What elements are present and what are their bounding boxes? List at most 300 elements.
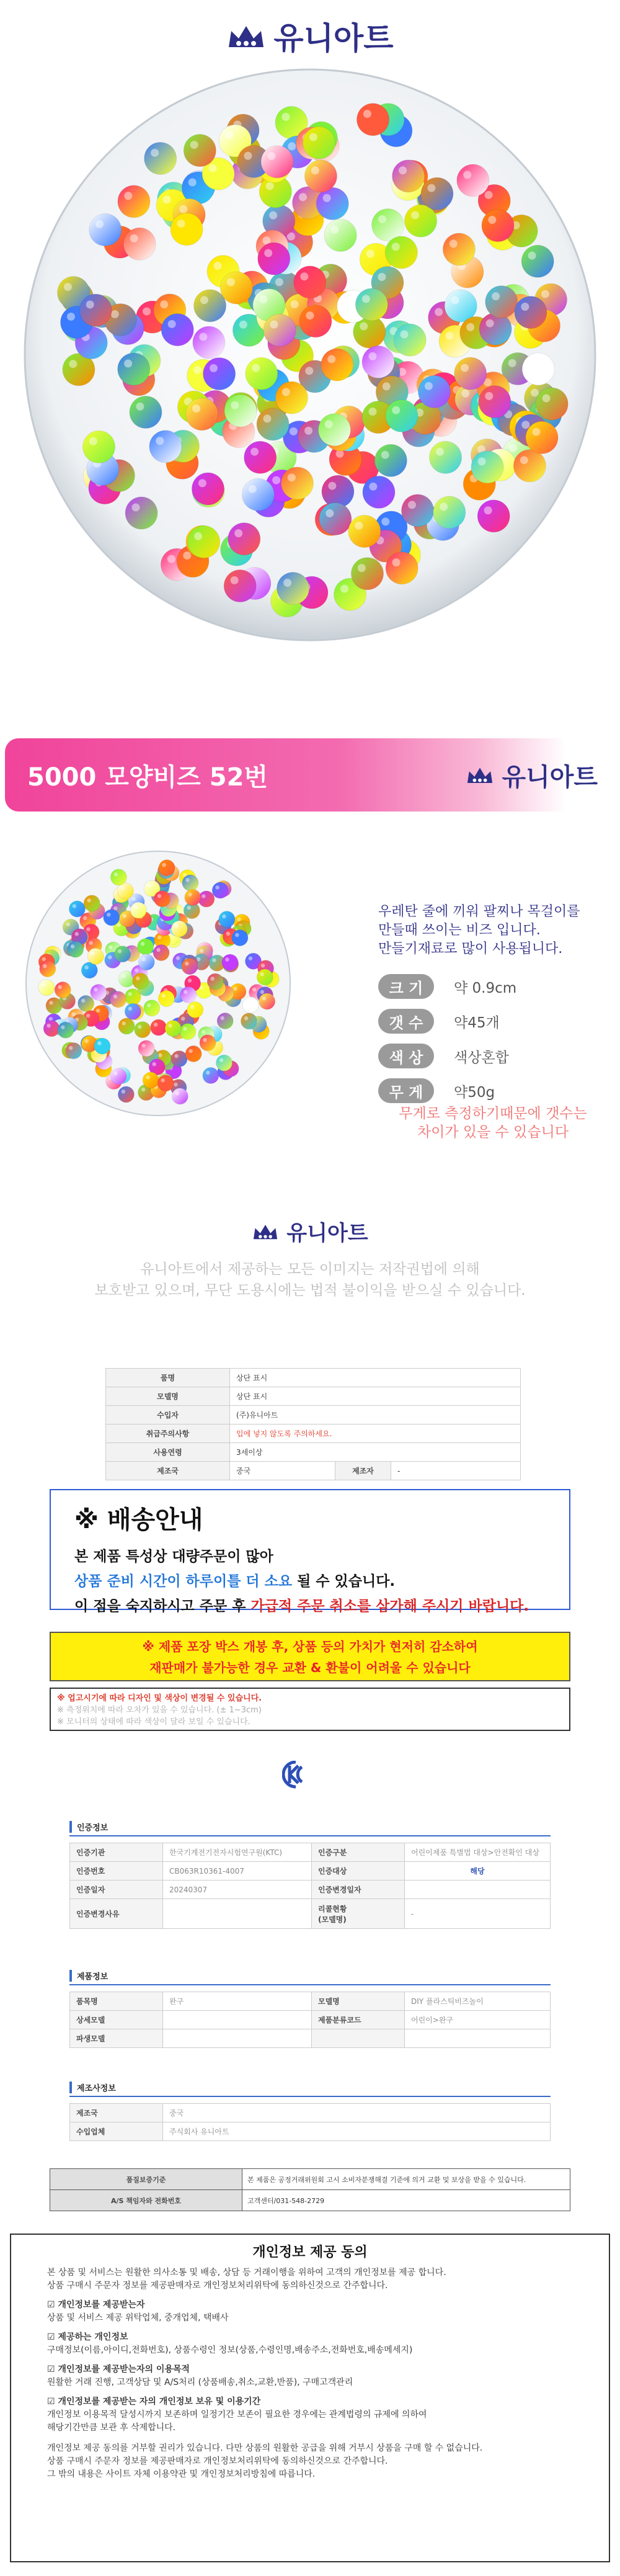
bead-highlight: [209, 164, 217, 172]
bead: [194, 290, 226, 322]
bead: [138, 1040, 154, 1057]
copyright-logo: [0, 1216, 620, 1246]
bead-highlight: [528, 251, 536, 259]
bead-highlight: [509, 444, 517, 452]
bead-highlight: [531, 388, 539, 396]
row-label: 수입업체: [70, 2122, 163, 2141]
privacy-heading: ☑ 개인정보를 제공받는자의 이용목적: [47, 2364, 190, 2374]
bead-highlight: [282, 388, 290, 396]
bead: [304, 160, 337, 192]
bead-highlight: [363, 110, 371, 118]
bead: [482, 209, 514, 241]
bead-highlight: [133, 905, 138, 910]
bead-highlight: [508, 359, 516, 367]
bead-highlight: [75, 932, 79, 936]
warranty-table: [50, 2168, 570, 2211]
crown-icon: [252, 1222, 279, 1241]
bead-highlight: [122, 1021, 126, 1026]
spec-value: 약50g: [454, 1084, 495, 1101]
bead: [264, 314, 296, 346]
bead-highlight: [113, 995, 118, 999]
brand-name: 유니아트: [502, 763, 598, 792]
bead-highlight: [425, 382, 433, 390]
bead: [228, 523, 260, 555]
privacy-heading: ☑ 제공하는 개인정보: [47, 2332, 128, 2342]
brand-logo: [0, 14, 620, 58]
row-label: 제조자: [335, 1462, 391, 1480]
row-label: 제품분류코드: [312, 2011, 405, 2029]
bead: [232, 930, 248, 946]
row-value: CB063R10361-4007: [163, 1862, 312, 1881]
bead-highlight: [244, 1016, 249, 1021]
row-value: 본 제품은 공정거래위원회 고시 소비자분쟁해결 기준에 의거 교환 및 보상을 받을 수 있습니다.: [242, 2169, 570, 2190]
row-label: 품명: [106, 1369, 230, 1387]
bead: [144, 1000, 160, 1016]
warning-line: 재판매가 불가능한 경우 교환 & 환불이 어려울 수 있습니다: [149, 1660, 471, 1675]
bead: [165, 1021, 181, 1037]
bead-highlight: [84, 965, 89, 970]
row-label: 제조국: [106, 1462, 230, 1480]
bead: [115, 946, 131, 962]
bead: [84, 895, 100, 911]
brand-name: 유니아트: [286, 1221, 368, 1246]
bead: [536, 388, 568, 420]
bead-highlight: [202, 894, 206, 898]
bead-highlight: [463, 171, 471, 179]
divider: [69, 1984, 551, 1985]
bead: [220, 272, 252, 304]
table-row: [70, 2122, 551, 2141]
bead: [241, 1013, 257, 1029]
bead-highlight: [177, 220, 185, 228]
bead: [171, 921, 187, 937]
bead-highlight: [123, 914, 127, 918]
beads-bowl-image: [24, 68, 596, 642]
bead: [275, 382, 308, 414]
bead-highlight: [67, 313, 75, 321]
table-row: [106, 1443, 521, 1462]
bead: [242, 478, 274, 511]
bead-highlight: [451, 296, 459, 304]
hero-section: [0, 0, 620, 707]
bead: [79, 294, 112, 326]
table-row: [70, 2029, 551, 2048]
bead-highlight: [181, 1017, 185, 1021]
bead-highlight: [461, 364, 469, 372]
spec-value: 색상혼합: [454, 1049, 509, 1066]
table-row: [106, 1387, 521, 1406]
row-value: 상단 표시: [230, 1369, 521, 1387]
bead: [217, 1013, 233, 1029]
bead-highlight: [239, 321, 247, 329]
bead-highlight: [275, 278, 283, 286]
bead-highlight: [263, 414, 271, 423]
row-value: 입에 넣지 않도록 주의하세요.: [230, 1424, 521, 1443]
bead-highlight: [259, 295, 267, 303]
bead-highlight: [311, 166, 319, 174]
bead: [257, 408, 289, 441]
bead-highlight: [261, 964, 265, 968]
bead-highlight: [326, 509, 334, 517]
bead: [192, 473, 224, 505]
bead-highlight: [215, 885, 219, 890]
row-label: 인증변경일자: [312, 1881, 405, 1899]
bead-highlight: [167, 555, 175, 563]
copyright-line: 유니아트에서 제공하는 모든 이미지는 저작권법에 의해: [140, 1261, 480, 1277]
bead: [351, 558, 383, 590]
bead-highlight: [136, 403, 144, 411]
shipping-highlight: 가급적 주문 취소를 삼가해 주시기 바랍니다.: [250, 1598, 529, 1614]
bead-highlight: [305, 367, 313, 375]
bead-highlight: [306, 311, 314, 320]
bead-highlight: [162, 863, 166, 867]
bead-highlight: [392, 406, 400, 414]
product-detail: [0, 844, 620, 1166]
bead-highlight: [168, 1024, 172, 1028]
bead: [188, 525, 220, 558]
bead-highlight: [521, 421, 529, 429]
title-banner: [5, 738, 615, 812]
privacy-text: 원활한 거래 진행, 고객상담 및 A/S처리 (상품배송,취소,교환,반품), 구매고객관리: [47, 2377, 353, 2387]
bead-highlight: [49, 1001, 53, 1005]
bead: [203, 357, 236, 390]
bead-highlight: [440, 503, 448, 511]
bead: [318, 414, 350, 446]
bead-highlight: [69, 360, 77, 368]
privacy-text: 상품 및 서비스 제공 위탁업체, 중개업체, 택배사: [47, 2313, 229, 2323]
bead-highlight: [267, 152, 275, 160]
bead-highlight: [355, 522, 363, 530]
bead-highlight: [366, 249, 374, 257]
bead: [277, 572, 309, 604]
product-title: 5000 모양비즈 52번: [27, 763, 268, 792]
spec-key: 무 게: [378, 1078, 434, 1103]
row-value: 상단 표시: [230, 1387, 521, 1406]
bead: [89, 213, 122, 246]
product-description: [378, 903, 601, 959]
bead-highlight: [73, 904, 77, 908]
weight-note: [372, 1104, 614, 1142]
bead-highlight: [378, 215, 386, 223]
row-label: 취급주의사항: [106, 1424, 230, 1443]
bead: [443, 233, 475, 266]
shipping-line: 본 제품 특성상 대량주문이 많아: [74, 1549, 273, 1565]
bead: [118, 1018, 135, 1034]
bead: [321, 349, 353, 381]
bead: [130, 902, 146, 918]
bead-highlight: [219, 1058, 224, 1062]
bead-highlight: [193, 366, 202, 374]
bead-highlight: [202, 1030, 206, 1034]
bead: [418, 375, 451, 408]
bead-highlight: [343, 297, 352, 305]
bead: [185, 889, 201, 905]
table-row: [70, 1899, 551, 1929]
maker-section-title: 제조사정보: [69, 2082, 116, 2093]
bead-highlight: [130, 235, 138, 243]
bead-highlight: [446, 332, 454, 340]
bead: [149, 431, 182, 463]
row-label: 리콜현황 (모델명): [312, 1899, 405, 1929]
row-value: 한국기계전기전자시험연구원(KTC): [163, 1843, 312, 1862]
bead-highlight: [146, 1075, 150, 1080]
row-value: 어린이제품 특별법 대상>안전확인 대상: [405, 1843, 551, 1862]
bead: [355, 288, 388, 321]
bead: [324, 219, 356, 251]
bead-highlight: [226, 932, 231, 936]
bead-highlight: [488, 216, 496, 224]
bead-highlight: [97, 1041, 102, 1045]
bead-highlight: [156, 437, 164, 445]
bead: [78, 995, 94, 1011]
spec-value: 약 0.9cm: [454, 980, 517, 996]
weight-note-line: 차이가 있을 수 있습니다: [417, 1124, 569, 1140]
bead: [38, 980, 55, 996]
bead-highlight: [83, 916, 87, 920]
bead-highlight: [466, 323, 474, 331]
bead-highlight: [128, 992, 132, 996]
bead: [222, 954, 238, 970]
bead-highlight: [122, 1089, 126, 1094]
bead-highlight: [281, 113, 290, 121]
bead: [157, 1075, 174, 1091]
spec-value: 약45개: [454, 1014, 500, 1031]
bead-highlight: [124, 192, 132, 200]
bead: [402, 494, 434, 527]
spec-key: 색 상: [378, 1044, 434, 1068]
bead-highlight: [174, 924, 179, 928]
bead: [66, 1043, 82, 1059]
bead-highlight: [210, 977, 215, 981]
bead: [224, 570, 256, 602]
table-row: [70, 1862, 551, 1881]
shipping-line: [74, 1594, 546, 1619]
bead-highlight: [131, 503, 140, 511]
bead-highlight: [190, 141, 198, 149]
product-section-title: 제품정보: [69, 1970, 108, 1982]
bead: [182, 875, 198, 891]
bead: [356, 104, 389, 136]
bead-highlight: [283, 579, 291, 587]
bead: [87, 948, 104, 964]
divider: [69, 1835, 551, 1836]
bead: [216, 1055, 232, 1071]
bead: [433, 496, 466, 529]
kc-mark-icon: [282, 1761, 309, 1794]
bead: [281, 467, 313, 499]
bead: [513, 450, 546, 482]
bead: [172, 1088, 188, 1104]
caution-line: ※ 모니터의 상태에 따라 색상이 달라 보일 수 있습니다.: [57, 1717, 250, 1727]
bead: [303, 127, 335, 159]
privacy-text: 본 상품 및 서비스는 원활한 의사소통 및 배송, 상담 등 거래이행을 위하여 고객의 개인정보를 제공 합니다.: [47, 2268, 446, 2278]
crown-icon: [226, 22, 266, 50]
cert-table: [69, 1843, 551, 1929]
bead-highlight: [325, 420, 333, 428]
bead: [242, 997, 259, 1013]
bead-highlight: [485, 392, 493, 400]
bead-highlight: [199, 333, 207, 341]
bead-highlight: [42, 983, 46, 987]
privacy-text: 개인정보 제공 동의를 거부할 권리가 있습니다. 다만 상품의 원활한 공급을 위해 거부시 상품을 구매 할 수 없습니다.: [47, 2443, 483, 2453]
row-value: 완구: [163, 1992, 312, 2011]
spec-key: 갯 수: [378, 1009, 434, 1034]
bead: [258, 243, 290, 275]
bead-highlight: [304, 427, 312, 435]
bead-highlight: [486, 320, 494, 328]
bead: [261, 146, 293, 178]
bead-highlight: [249, 485, 257, 493]
row-value: 해당: [405, 1862, 551, 1881]
shipping-text: 될 수 있습니다.: [292, 1573, 396, 1590]
bead-highlight: [532, 428, 540, 436]
bead-highlight: [477, 457, 485, 465]
bead: [299, 305, 332, 338]
bead: [187, 1002, 203, 1018]
bead: [118, 353, 150, 385]
bead: [257, 969, 273, 985]
bead: [82, 431, 115, 463]
bead-highlight: [212, 958, 216, 962]
bead-highlight: [408, 501, 416, 509]
bead-highlight: [86, 1014, 91, 1018]
row-label: [312, 2029, 405, 2048]
bead-highlight: [147, 1003, 151, 1008]
table-row: [106, 1462, 521, 1480]
privacy-text: 상품 구매시 주문자 정보를 제공판매자로 개인정보처리위탁에 동의하신것으로 간주합니다.: [47, 2456, 388, 2466]
bead-highlight: [521, 303, 529, 311]
bead: [374, 444, 407, 476]
row-label: 모델명: [106, 1387, 230, 1406]
bead: [171, 1051, 187, 1067]
row-value: 주식회사 유니아트: [163, 2122, 551, 2141]
spec-key: 크 기: [378, 974, 434, 999]
bead: [153, 945, 169, 961]
bead: [118, 1086, 134, 1102]
bead: [186, 398, 218, 431]
bead-highlight: [156, 948, 160, 952]
row-value: 3세이상: [230, 1443, 521, 1462]
row-label: A/S 책임자와 전화번호: [50, 2190, 242, 2211]
bead: [515, 297, 547, 329]
bead-highlight: [362, 295, 370, 303]
row-label: 인증번호: [70, 1862, 163, 1881]
divider: [69, 2096, 551, 2097]
bead-highlight: [141, 1044, 146, 1048]
return-warning: [50, 1632, 570, 1681]
bead: [133, 973, 149, 989]
bead: [110, 869, 126, 885]
caution-line: ※ 측정위치에 따라 오차가 있을 수 있습니다. (± 1~3cm): [57, 1706, 262, 1715]
bead: [212, 882, 228, 898]
bead-highlight: [461, 390, 469, 398]
bead-highlight: [252, 364, 260, 372]
bead-highlight: [290, 427, 298, 436]
bead-highlight: [185, 878, 190, 882]
bead: [394, 324, 426, 356]
bead-highlight: [200, 296, 208, 304]
bead-highlight: [250, 448, 259, 456]
bead-highlight: [198, 479, 206, 487]
bead: [386, 400, 418, 432]
bead-highlight: [188, 178, 197, 186]
bead-highlight: [299, 193, 307, 201]
table-row: [70, 1881, 551, 1899]
bead: [522, 353, 554, 385]
bead-highlight: [262, 996, 267, 1001]
bead: [392, 160, 425, 192]
bead: [259, 993, 275, 1009]
bead: [193, 326, 225, 359]
bead: [125, 497, 157, 529]
bead: [55, 982, 71, 998]
table-row: [50, 2190, 570, 2211]
bead-highlight: [143, 307, 151, 315]
row-value: [163, 1899, 312, 1929]
bead-highlight: [147, 883, 151, 888]
bead-highlight: [323, 194, 331, 202]
bead: [123, 228, 156, 260]
bead: [170, 213, 203, 246]
bead-highlight: [327, 355, 335, 363]
bead: [521, 245, 554, 277]
row-value: [163, 2029, 312, 2048]
bead: [110, 991, 126, 1008]
bead-highlight: [269, 212, 277, 220]
spec-weight: [378, 1078, 516, 1103]
bead: [471, 451, 503, 483]
row-label: 품목명: [70, 1992, 163, 2011]
bead-highlight: [194, 532, 202, 540]
bead-highlight: [266, 182, 274, 190]
warning-line: ※ 제품 포장 박스 개봉 후, 상품 등의 가치가 현저히 감소하여: [142, 1639, 478, 1654]
bead-highlight: [174, 1083, 178, 1087]
bead-highlight: [89, 941, 93, 946]
bead-highlight: [484, 506, 492, 514]
bead: [362, 346, 394, 378]
bead: [94, 1038, 110, 1054]
privacy-heading: ☑ 개인정보를 제공받는자: [47, 2300, 145, 2310]
privacy-heading: ☑ 개인정보를 제공받는 자의 개인정보 보유 및 이용기간: [47, 2397, 261, 2407]
bead-highlight: [227, 278, 235, 286]
row-value: -: [405, 1899, 551, 1929]
bead: [43, 1021, 60, 1037]
bead-highlight: [108, 945, 113, 949]
bead-highlight: [184, 990, 188, 995]
bead-highlight: [89, 437, 97, 445]
bead: [385, 236, 417, 269]
bead-highlight: [492, 292, 500, 300]
bead: [184, 135, 216, 167]
bead-highlight: [411, 211, 419, 219]
row-value: DIY 플라스틱비즈놀이: [405, 1992, 551, 2011]
bead: [58, 1022, 74, 1038]
bead-highlight: [206, 1071, 210, 1075]
row-value: 어린이>완구: [405, 2011, 551, 2029]
bead-highlight: [330, 226, 339, 234]
bead-highlight: [114, 872, 118, 877]
bead-highlight: [91, 952, 95, 956]
bead-highlight: [176, 956, 180, 960]
privacy-text: 개인정보 이용목적 달성시까지 보존하며 일정기간 보존이 필요한 경우에는 관계법령의 규제에 의하여: [47, 2410, 427, 2420]
bead-highlight: [138, 1025, 142, 1029]
bead-highlight: [152, 1062, 156, 1067]
bead: [457, 164, 489, 197]
maker-info-table: [69, 2103, 551, 2141]
brand-name: 유니아트: [273, 20, 394, 56]
bead-highlight: [185, 962, 189, 966]
bead-highlight: [520, 456, 528, 464]
